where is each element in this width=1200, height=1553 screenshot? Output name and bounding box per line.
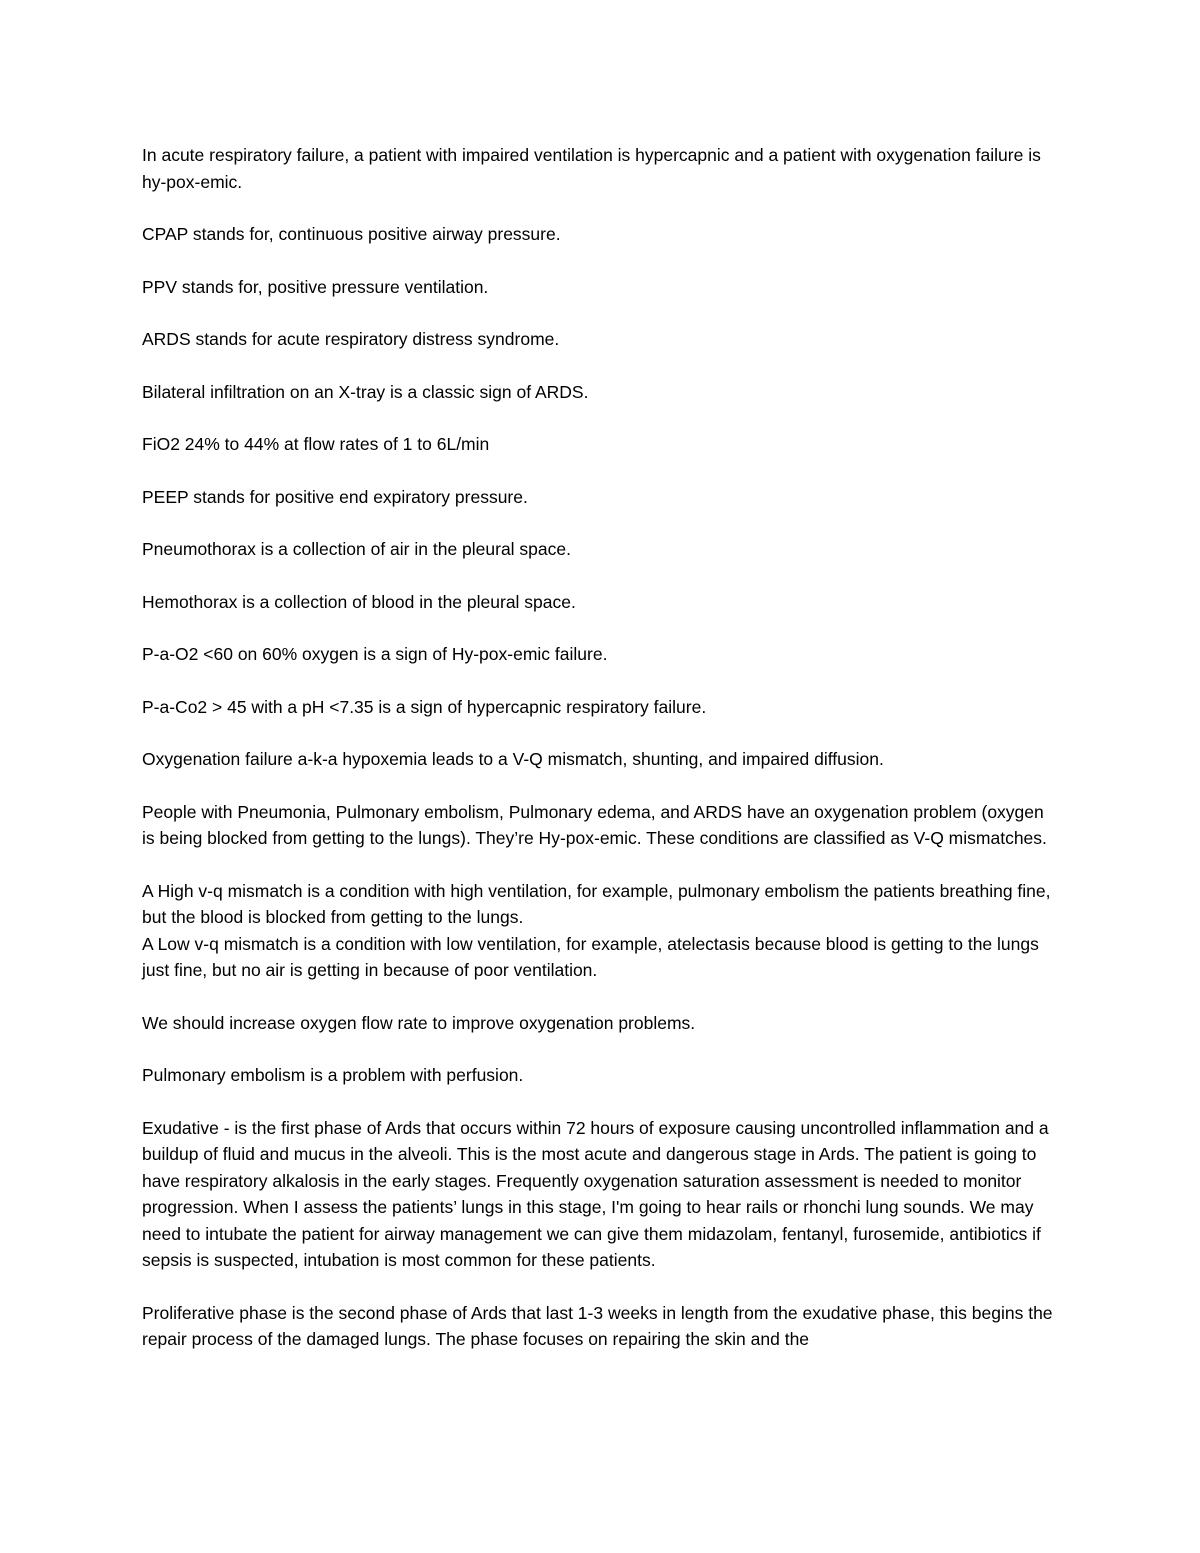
paragraph-ppv: PPV stands for, positive pressure ventilation. xyxy=(142,276,489,297)
paragraph-ards: ARDS stands for acute respiratory distress syndrome. xyxy=(142,329,560,349)
paragraph-exudative-phase: Exudative - is the first phase of Ards that occurs within 72 hours of exposure causing uncontrolled inflammation and a buildup of fluid and mucus in the alveoli. This is the most acute and dangerous stage in Ards. The patient is going to have respiratory alkalosis in the early stages. Frequently oxygenation saturation assessment is needed to monitor progression. When I assess the patients’ lungs in this stage, I'm going to hear rails or rhonchi lung sounds. We may need to intubate the patient for airway management we can give them midazolam, fentanyl, furosemide, antibiotics if sepsis is suspected, intubation is most common for these patients. xyxy=(142,1117,1054,1270)
paragraph-fio2: FiO2 24% to 44% at flow rates of 1 to 6L/min xyxy=(142,434,490,454)
paragraph-acute-respiratory-failure: In acute respiratory failure, a patient with impaired ventilation is hypercapnic and a patient with oxygenation failure is hy-pox-emic. xyxy=(142,145,1046,192)
paragraph-proliferative-phase: Proliferative phase is the second phase of Ards that last 1-3 weeks in length from the exudative phase, this begins the repair process of the damaged lungs. The phase focuses on repairing the skin and the xyxy=(142,1302,1058,1349)
paragraph-low-vq-mismatch: A Low v-q mismatch is a condition with low ventilation, for example, atelectasis because blood is getting to the lungs just fine, but no air is getting in because of poor ventilation. xyxy=(142,933,1044,980)
document-body xyxy=(142,142,1057,1379)
paragraph-vq-mismatch-conditions: People with Pneumonia, Pulmonary embolism, Pulmonary edema, and ARDS have an oxygenation problem (oxygen is being blocked from getting to the lungs). They’re Hy-pox-emic. These conditions are classified as V-Q mismatches. xyxy=(142,801,1049,848)
paragraph-oxygenation-failure: Oxygenation failure a-k-a hypoxemia leads to a V-Q mismatch, shunting, and impaired diffusion. xyxy=(142,749,884,769)
paragraph-high-vq-mismatch: A High v-q mismatch is a condition with high ventilation, for example, pulmonary embolism the patients breathing fine, but the blood is blocked from getting to the lungs. xyxy=(142,880,1056,927)
paragraph-peep: PEEP stands for positive end expiratory pressure. xyxy=(142,486,528,507)
paragraph-pulmonary-embolism-perfusion: Pulmonary embolism is a problem with perfusion. xyxy=(142,1065,524,1085)
paragraph-pneumothorax: Pneumothorax is a collection of air in the pleural space. xyxy=(142,539,571,559)
paragraph-bilateral-infiltration: Bilateral infiltration on an X-tray is a classic sign of ARDS. xyxy=(142,381,589,402)
paragraph-pao2: P-a-O2 <60 on 60% oxygen is a sign of Hy-pox-emic failure. xyxy=(142,644,608,664)
paragraph-cpap: CPAP stands for, continuous positive airway pressure. xyxy=(142,224,561,244)
paragraph-oxygen-flow-rate: We should increase oxygen flow rate to improve oxygenation problems. xyxy=(142,1012,696,1033)
paragraph-hemothorax: Hemothorax is a collection of blood in the pleural space. xyxy=(142,591,576,612)
paragraph-paco2: P-a-Co2 > 45 with a pH <7.35 is a sign of hypercapnic respiratory failure. xyxy=(142,696,707,717)
